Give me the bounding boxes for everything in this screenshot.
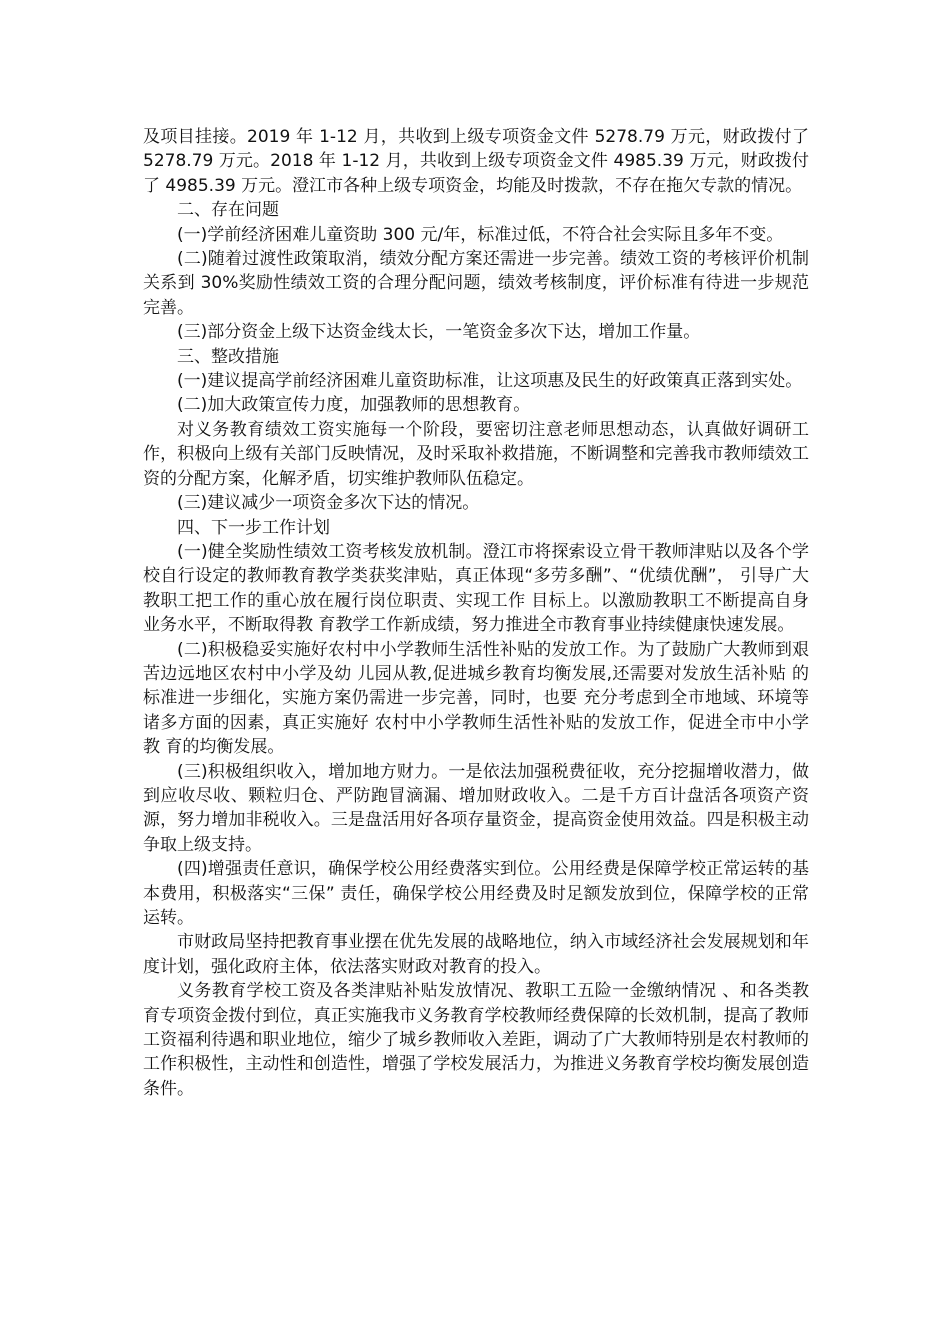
- paragraph-measure-2-detail: 对义务教育绩效工资实施每一个阶段，要密切注意老师思想动态，认真做好调研工作，积极向上级有关部门反映情况，及时采取补救措施，不断调整和完善我市教师绩效工资的分配方案，化解矛盾，切实维护教师队伍稳定。: [143, 419, 809, 489]
- paragraph-funds-summary: 及项目挂接。2019 年 1-12 月，共收到上级专项资金文件 5278.79 万元，财政拨付了 5278.79 万元。2018 年 1-12 月，共收到上级专项资金文件 4985.39 万元，财政拨付了 4985.39 万元。澄江市各种上级专项资金，均能及时拨款，不存在拖欠专款的情况。: [143, 127, 809, 196]
- document-body: [143, 125, 809, 1101]
- paragraph-finance-bureau: 市财政局坚持把教育事业摆在优先发展的战略地位，纳入市域经济社会发展规划和年度计划，强化政府主体，依法落实财政对教育的投入。: [143, 932, 809, 977]
- paragraph-conclusion: 义务教育学校工资及各类津贴补贴发放情况、教职工五险一金缴纳情况 、和各类教育专项资金拨付到位，真正实施我市义务教育学校教师经费保障的长效机制，提高了教师工资福利待遇和职业地位，缩少了城乡教师收入差距，调动了广大教师特别是农村教师的工作积极性，主动性和创造性，增强了学校发展活力，为推进义务教育学校均衡发展创造条件。: [143, 981, 809, 1099]
- paragraph-measure-2: (二)加大政策宣传力度，加强教师的思想教育。: [177, 395, 531, 416]
- heading-existing-problems: 二、存在问题: [177, 200, 279, 221]
- paragraph-plan-4: (四)增强责任意识，确保学校公用经费落实到位。公用经费是保障学校正常运转的基本费用，积极落实“三保” 责任，确保学校公用经费及时足额发放到位，保障学校的正常运转。: [143, 859, 809, 928]
- paragraph-measure-3: (三)建议减少一项资金多次下达的情况。: [177, 493, 480, 514]
- paragraph-measure-1: (一)建议提高学前经济困难儿童资助标准，让这项惠及民生的好政策真正落到实处。: [177, 371, 803, 392]
- paragraph-plan-3: (三)积极组织收入，增加地方财力。一是依法加强税费征收，充分挖掘增收潜力，做到应收尽收、颗粒归仓、严防跑冒滴漏、增加财政收入。二是千方百计盘活各项资产资源，努力增加非税收入。三是盘活用好各项存量资金，提高资金使用效益。四是积极主动争取上级支持。: [143, 761, 809, 855]
- paragraph-problem-2: (二)随着过渡性政策取消，绩效分配方案还需进一步完善。绩效工资的考核评价机制关系到 30%奖励性绩效工资的合理分配问题，绩效考核制度，评价标准有待进一步规范完善。: [143, 249, 809, 318]
- paragraph-plan-1: (一)健全奖励性绩效工资考核发放机制。澄江市将探索设立骨干教师津贴以及各个学校自行设定的教师教育教学类获奖津贴，真正体现“多劳多酬”、“优绩优酬”， 引导广大教职工把工作的重心放在履行岗位职责、实现工作 目标上。以激励教职工不断提高自身业务水平，不断取得教 育教学工作新成绩，努力推进全市教育事业持续健康快速发展。: [143, 541, 809, 636]
- heading-rectification-measures: 三、整改措施: [177, 346, 279, 367]
- paragraph-problem-3: (三)部分资金上级下达资金线太长，一笔资金多次下达，增加工作量。: [177, 322, 701, 343]
- heading-next-work-plan: 四、下一步工作计划: [177, 517, 330, 538]
- paragraph-plan-2: (二)积极稳妥实施好农村中小学教师生活性补贴的发放工作。为了鼓励广大教师到艰苦边远地区农村中小学及幼 儿园从教,促进城乡教育均衡发展,还需要对发放生活补贴 的标准进一步细化，实施方案仍需进一步完善，同时，也要 充分考虑到全市地域、环境等诸多方面的因素，真正实施好 农村中小学教师生活性补贴的发放工作，促进全市中小学教 育的均衡发展。: [143, 639, 809, 758]
- paragraph-problem-1: (一)学前经济困难儿童资助 300 元/年，标准过低，不符合社会实际且多年不变。: [177, 224, 784, 245]
